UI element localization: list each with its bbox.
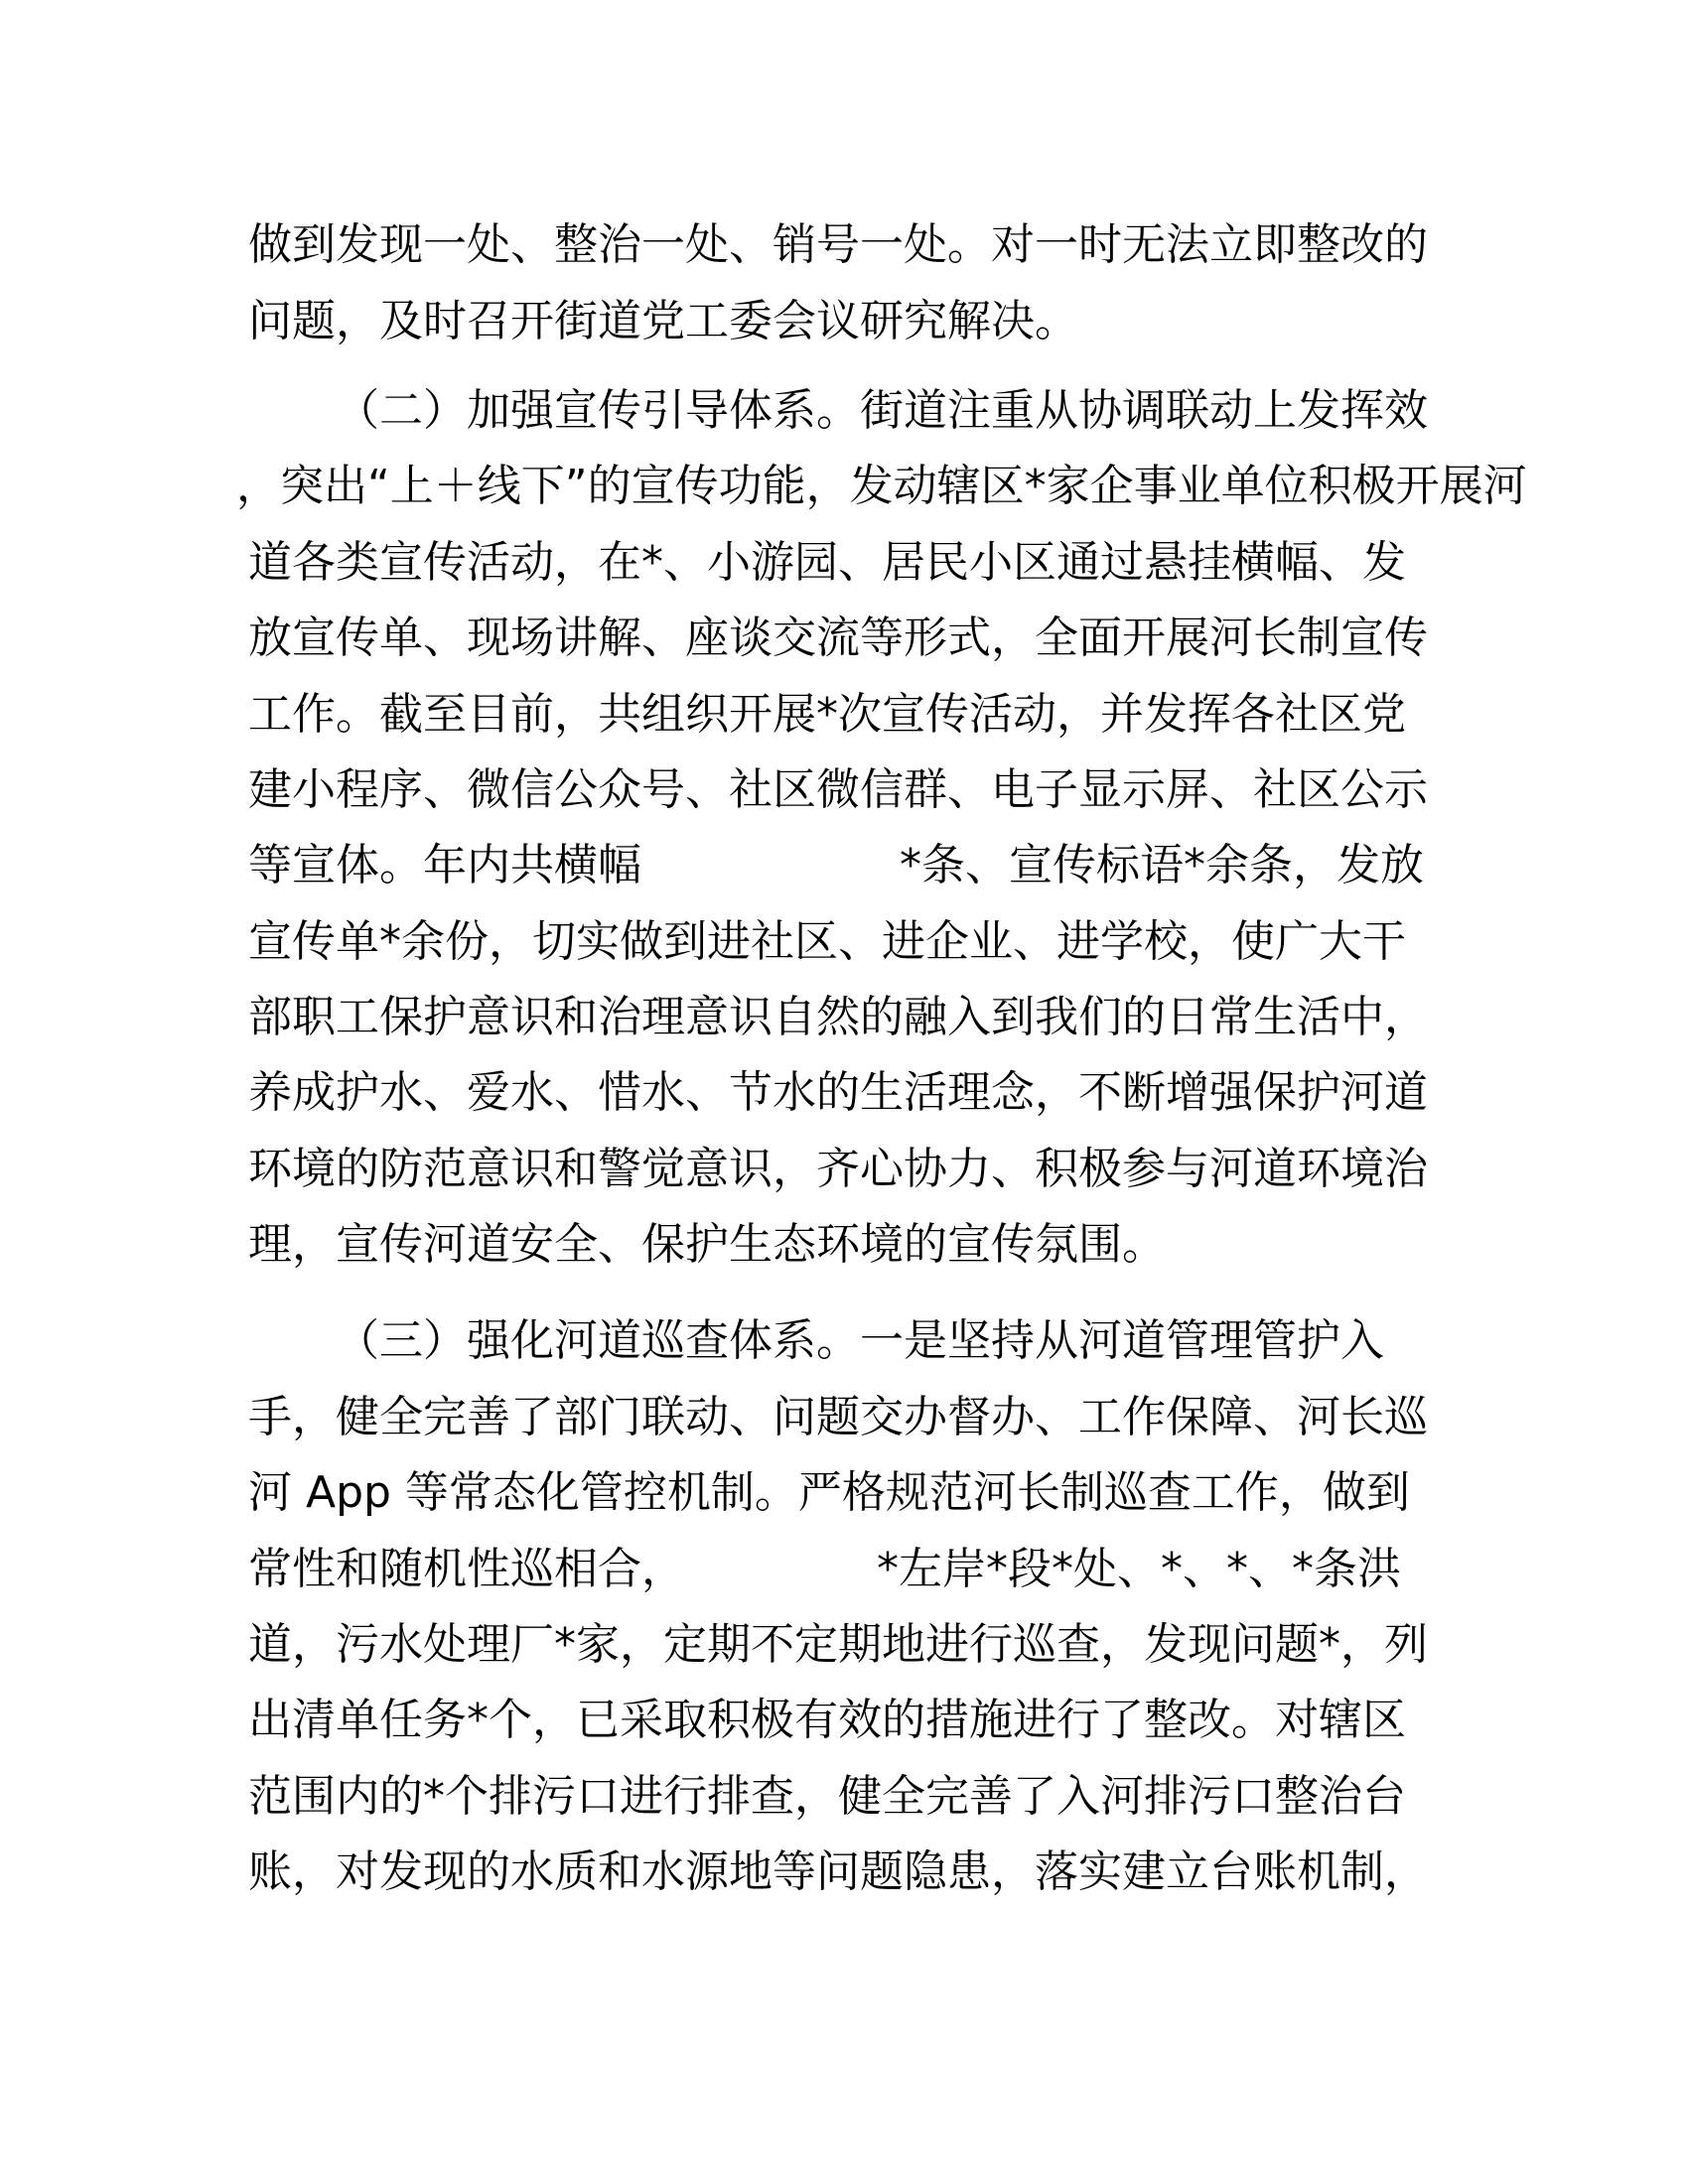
text-line: 范围内的*个排污口进行排查，健全完善了入河排污口整治台 xyxy=(248,1771,1406,1822)
text-line: 做到发现一处、整治一处、销号一处。对一时无法立即整改的 xyxy=(248,219,1428,270)
text-line: 河 App 等常态化管控机制。严格规范河长制巡查工作，做到 xyxy=(248,1467,1410,1518)
text-line: 环境的防范意识和警觉意识，齐心协力、积极参与河道环境治 xyxy=(248,1144,1428,1194)
text-line: 道各类宣传活动，在*、小游园、居民小区通过悬挂横幅、发 xyxy=(248,537,1406,588)
text-line: 账，对发现的水质和水源地等问题隐患，落实建立台账机制， xyxy=(248,1846,1428,1897)
text-segment: *左岸*段*处、*、*、*条洪 xyxy=(877,1544,1401,1594)
text-line: 问题，及时召开街道党工委会议研究解决。 xyxy=(248,296,1078,346)
text-line: 手，健全完善了部门联动、问题交办督办、工作保障、河长巡 xyxy=(248,1392,1428,1442)
text-line: 理，宣传河道安全、保护生态环境的宣传氛围。 xyxy=(248,1219,1166,1270)
text-segment: 常性和随机性巡相合， xyxy=(248,1544,685,1594)
text-segment: *条、宣传标语*余条，发放 xyxy=(900,840,1424,890)
text-line: 建小程序、微信公众号、社区微信群、电子显示屏、社区公示 xyxy=(248,764,1428,815)
text-segment: 等宣体。年内共横幅 xyxy=(248,840,641,890)
section-heading-line: （二）加强宣传引导体系。街道注重从协调联动上发挥效 xyxy=(336,385,1428,436)
text-line: 出清单任务*个，已采取积极有效的措施进行了整改。对辖区 xyxy=(248,1695,1406,1745)
text-line: 道，污水处理厂*家，定期不定期地进行巡查，发现问题*，列 xyxy=(248,1619,1428,1670)
text-line: ，突出“上＋线下”的宣传功能，发动辖区*家企事业单位积极开展河 xyxy=(236,461,1527,511)
text-line: 养成护水、爱水、惜水、节水的生活理念，不断增强保护河道 xyxy=(248,1067,1428,1118)
text-line: 工作。截至目前，共组织开展*次宣传活动，并发挥各社区党 xyxy=(248,689,1406,740)
text-line: 部职工保护意识和治理意识自然的融入到我们的日常生活中， xyxy=(248,992,1428,1042)
section-heading-line: （三）强化河道巡查体系。一是坚持从河道管理管护入 xyxy=(336,1315,1384,1366)
text-line: 放宣传单、现场讲解、座谈交流等形式，全面开展河长制宣传 xyxy=(248,613,1428,663)
text-line: 宣传单*余份，切实做到进社区、进企业、进学校，使广大干 xyxy=(248,916,1406,967)
